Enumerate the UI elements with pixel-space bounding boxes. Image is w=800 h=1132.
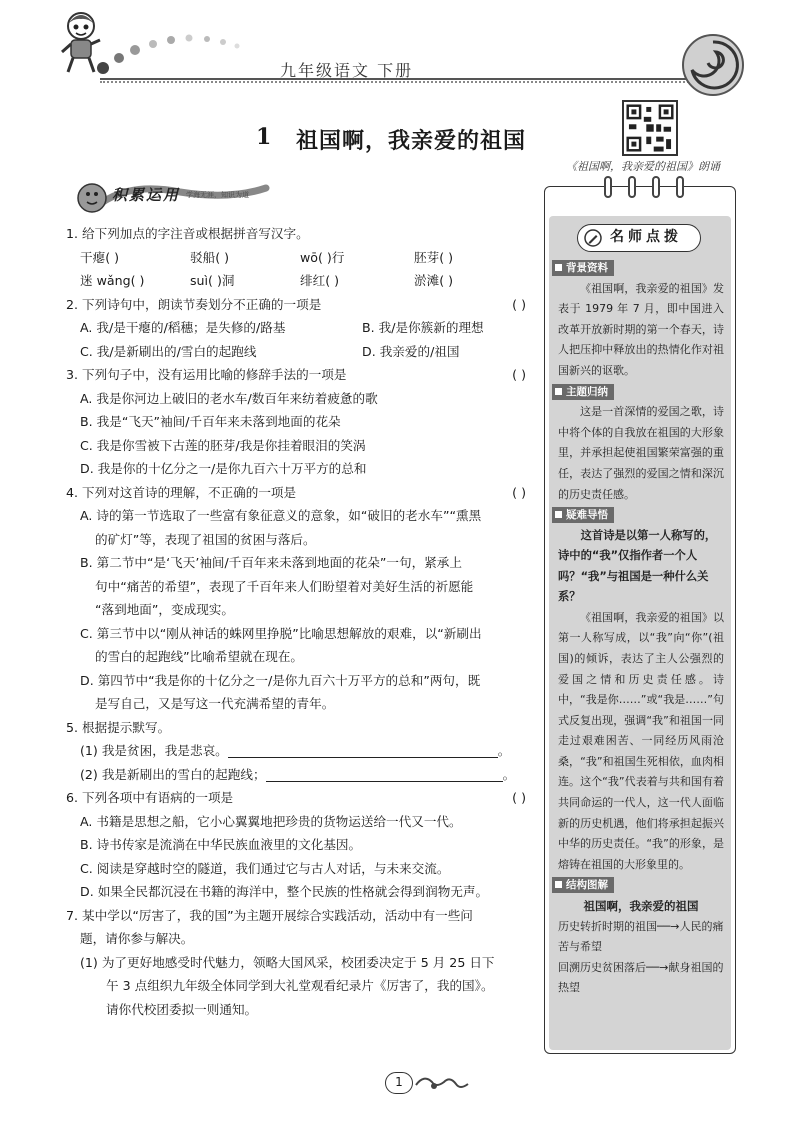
question-7-stem: 7. 某中学以“厉害了，我的国”为主题开展综合实践活动，活动中有一些问 — [66, 907, 473, 923]
binder-ring-icon — [604, 176, 612, 198]
option-b-cont: 句中“痛苦的希望”，表现了千百年来人们盼望着对美好生活的祈愿能 — [95, 578, 474, 594]
tips-heading: 名师点拨 — [577, 224, 701, 252]
structure-line-1: 历史转折时期的祖国──→人民的痛苦与希望 — [558, 919, 724, 954]
q1-item[interactable]: 干瘪( ) — [80, 249, 120, 265]
binder-ring-icon — [676, 176, 684, 198]
binder-ring-icon — [652, 176, 660, 198]
theme-text: 这是一首深情的爱国之歌，诗中将个体的自我放在祖国的大形象里，并承担起使祖国繁荣富强的重任，表达了强烈的爱国之情和深沉的历史责任感。 — [558, 405, 724, 501]
pen-icon — [584, 229, 602, 247]
decorative-dots-icon — [95, 30, 295, 80]
swirl-ornament-icon — [678, 30, 748, 100]
q1-item[interactable]: 迷 wǎng( ) — [80, 273, 145, 288]
qr-caption: 《祖国啊，我亲爱的祖国》朗诵 — [566, 160, 720, 173]
lesson-title: 祖国啊，我亲爱的祖国 — [296, 129, 527, 154]
question-1-stem: 1. 给下列加点的字注音或根据拼音写汉字。 — [66, 226, 309, 241]
tag-structure: 结构图解 — [552, 877, 614, 893]
option-b[interactable]: B. 我是“飞天”袖间/千百年来未落到地面的花朵 — [80, 414, 341, 429]
tag-difficulty: 疑难导悟 — [552, 507, 614, 523]
option-d-cont: 是写自己，又是写这一代充满希望的青年。 — [95, 696, 335, 711]
question-6-text: 6. 下列各项中有语病的一项是 — [66, 790, 234, 805]
question-4-stem — [66, 481, 530, 505]
option-a-cont: 的矿灯”等，表现了祖国的贫困与落后。 — [95, 531, 316, 547]
q1-item[interactable]: suì( )洞 — [190, 273, 235, 288]
answer-blank[interactable] — [228, 742, 498, 758]
question-2-stem — [66, 293, 530, 317]
question-7-sub-1-cont: 请你代校团委拟一则通知。 — [106, 1001, 258, 1017]
header-rule-dotted — [100, 81, 700, 83]
tag-background: 背景资料 — [552, 260, 614, 276]
question-2-options-ab — [66, 316, 530, 340]
fill-prompt: (2) 我是新刷出的雪白的起跑线； — [80, 766, 266, 782]
question-7-stem-cont: 题，请你参与解决。 — [80, 931, 194, 946]
section-title: 积累运用 — [112, 186, 181, 204]
fill-line-1 — [66, 739, 530, 763]
page-header — [0, 0, 800, 110]
option-b-cont: “落到地面”，变成现实。 — [95, 602, 234, 617]
tag-theme: 主题归纳 — [552, 384, 614, 400]
q1-item[interactable]: 淤滩( ) — [414, 273, 454, 288]
question-2-text: 2. 下列诗句中，朗读节奏划分不正确的一项是 — [66, 296, 322, 312]
structure-title: 祖国啊，我亲爱的祖国 — [583, 899, 699, 914]
answer-blank[interactable] — [266, 766, 503, 782]
full-stop: 。 — [497, 743, 511, 758]
q1-item[interactable]: 绯红( ) — [300, 273, 340, 288]
option-d[interactable]: D. 我是你的十亿分之一/是你九百六十万平方的总和 — [80, 461, 367, 476]
book-title: 九年级语文 下册 — [280, 61, 414, 80]
fill-prompt: (1) 我是贫困，我是悲哀。 — [80, 743, 228, 758]
question-3-text: 3. 下列句子中，没有运用比喻的修辞手法的一项是 — [66, 367, 347, 382]
question-7-sub-1: (1) 为了更好地感受时代魅力，领略大国风采，校团委决定于 5 月 25 日下 — [80, 954, 495, 970]
option-a[interactable]: A. 诗的第一节选取了一些富有象征意义的意象，如“破旧的老水车”“熏黑 — [80, 508, 482, 523]
q1-item[interactable]: 胚芽( ) — [414, 249, 454, 265]
question-4-text: 4. 下列对这首诗的理解，不正确的一项是 — [66, 484, 297, 500]
question-7-sub-1-cont: 午 3 点组织九年级全体同学到大礼堂观看纪录片《厉害了，我的国》。 — [106, 978, 494, 993]
background-text: 《祖国啊，我亲爱的祖国》发表于 1979 年 7 月，即中国进入改革开放新时期的第一个春天，诗人把压抑中释放出的热情化作对祖国新兴的讴歌。 — [558, 281, 724, 377]
qr-code-icon[interactable] — [622, 100, 678, 156]
lesson-number: 1 — [256, 124, 272, 150]
page-number: 1 — [385, 1072, 413, 1094]
option-d[interactable]: D. 我亲爱的/祖国 — [362, 343, 460, 359]
answer-paren[interactable]: ( ) — [512, 367, 526, 382]
tips-content — [558, 258, 724, 999]
difficulty-answer: 《祖国啊，我亲爱的祖国》以第一人称写成，以“我”向“你”(祖国)的倾诉，表达了主人公强烈的爱国之情和历史责任感。诗中，“我是你……”或“我是……”句式反复出现，强调“我”和祖国一同走过艰难困苦、一同经历风雨沧桑，“我”和祖国生死相依，血肉相连。这个“我”代表着与共和国有着共同命运的一代人，这一代人面临新的历史机遇，他们将承担起振兴中华的历史责任。“我”的形象，是熔铸在祖国的大形象里的。 — [558, 610, 724, 871]
question-3-stem — [66, 363, 530, 387]
structure-line-2: 回溯历史贫困落后──→献身祖国的热望 — [558, 960, 724, 995]
option-a[interactable]: A. 我/是干瘪的/稻穗；是失修的/路基 — [80, 320, 286, 335]
full-stop: 。 — [502, 766, 516, 782]
option-c[interactable]: C. 我/是新刷出的/雪白的起跑线 — [80, 343, 257, 359]
section-subtitle: 学海无涯，知识为道 — [186, 191, 249, 199]
option-b[interactable]: B. 第二节中“是‘飞天’袖间/千百年来未落到地面的花朵”一句，紧承上 — [80, 555, 462, 570]
option-a[interactable]: A. 我是你河边上破旧的老水车/数百年来纺着疲惫的歌 — [80, 390, 378, 406]
option-c[interactable]: C. 我是你雪被下古莲的胚芽/我是你挂着眼泪的笑涡 — [80, 437, 366, 453]
binder-ring-icon — [628, 176, 636, 198]
question-5-stem: 5. 根据提示默写。 — [66, 719, 171, 735]
answer-paren[interactable]: ( ) — [512, 790, 526, 805]
question-2-options-cd — [66, 340, 530, 364]
option-d[interactable]: D. 第四节中“我是你的十亿分之一/是你九百六十万平方的总和”两句，既 — [80, 672, 481, 688]
option-c-cont: 的雪白的起跑线”比喻希望就在现在。 — [95, 649, 304, 664]
option-d[interactable]: D. 如果全民都沉浸在书籍的海洋中，整个民族的性格就会得到润物无声。 — [80, 884, 489, 899]
exercise-list — [66, 222, 530, 1021]
question-6-stem — [66, 786, 530, 810]
fill-line-2 — [66, 763, 530, 787]
option-c[interactable]: C. 阅读是穿越时空的隧道，我们通过它与古人对话，与未来交流。 — [80, 860, 450, 876]
q1-item[interactable]: wō( )行 — [300, 249, 345, 265]
q1-item[interactable]: 驳船( ) — [190, 249, 230, 265]
answer-paren[interactable]: ( ) — [512, 296, 526, 312]
option-a[interactable]: A. 书籍是思想之船，它小心翼翼地把珍贵的货物运送给一代又一代。 — [80, 813, 462, 829]
question-1-row-2 — [66, 269, 530, 293]
question-1-row-1 — [66, 246, 530, 270]
option-b[interactable]: B. 我/是你簇新的理想 — [362, 320, 484, 335]
difficulty-question: 这首诗是以第一人称写的，诗中的“我”仅指作者一个人吗？“我”与祖国是一种什么关系？ — [558, 528, 717, 604]
option-c[interactable]: C. 第三节中以“刚从神话的蛛网里挣脱”比喻思想解放的艰难，以“新刷出 — [80, 625, 482, 641]
answer-paren[interactable]: ( ) — [512, 484, 526, 500]
option-b[interactable]: B. 诗书传家是流淌在中华民族血液里的文化基因。 — [80, 837, 362, 852]
